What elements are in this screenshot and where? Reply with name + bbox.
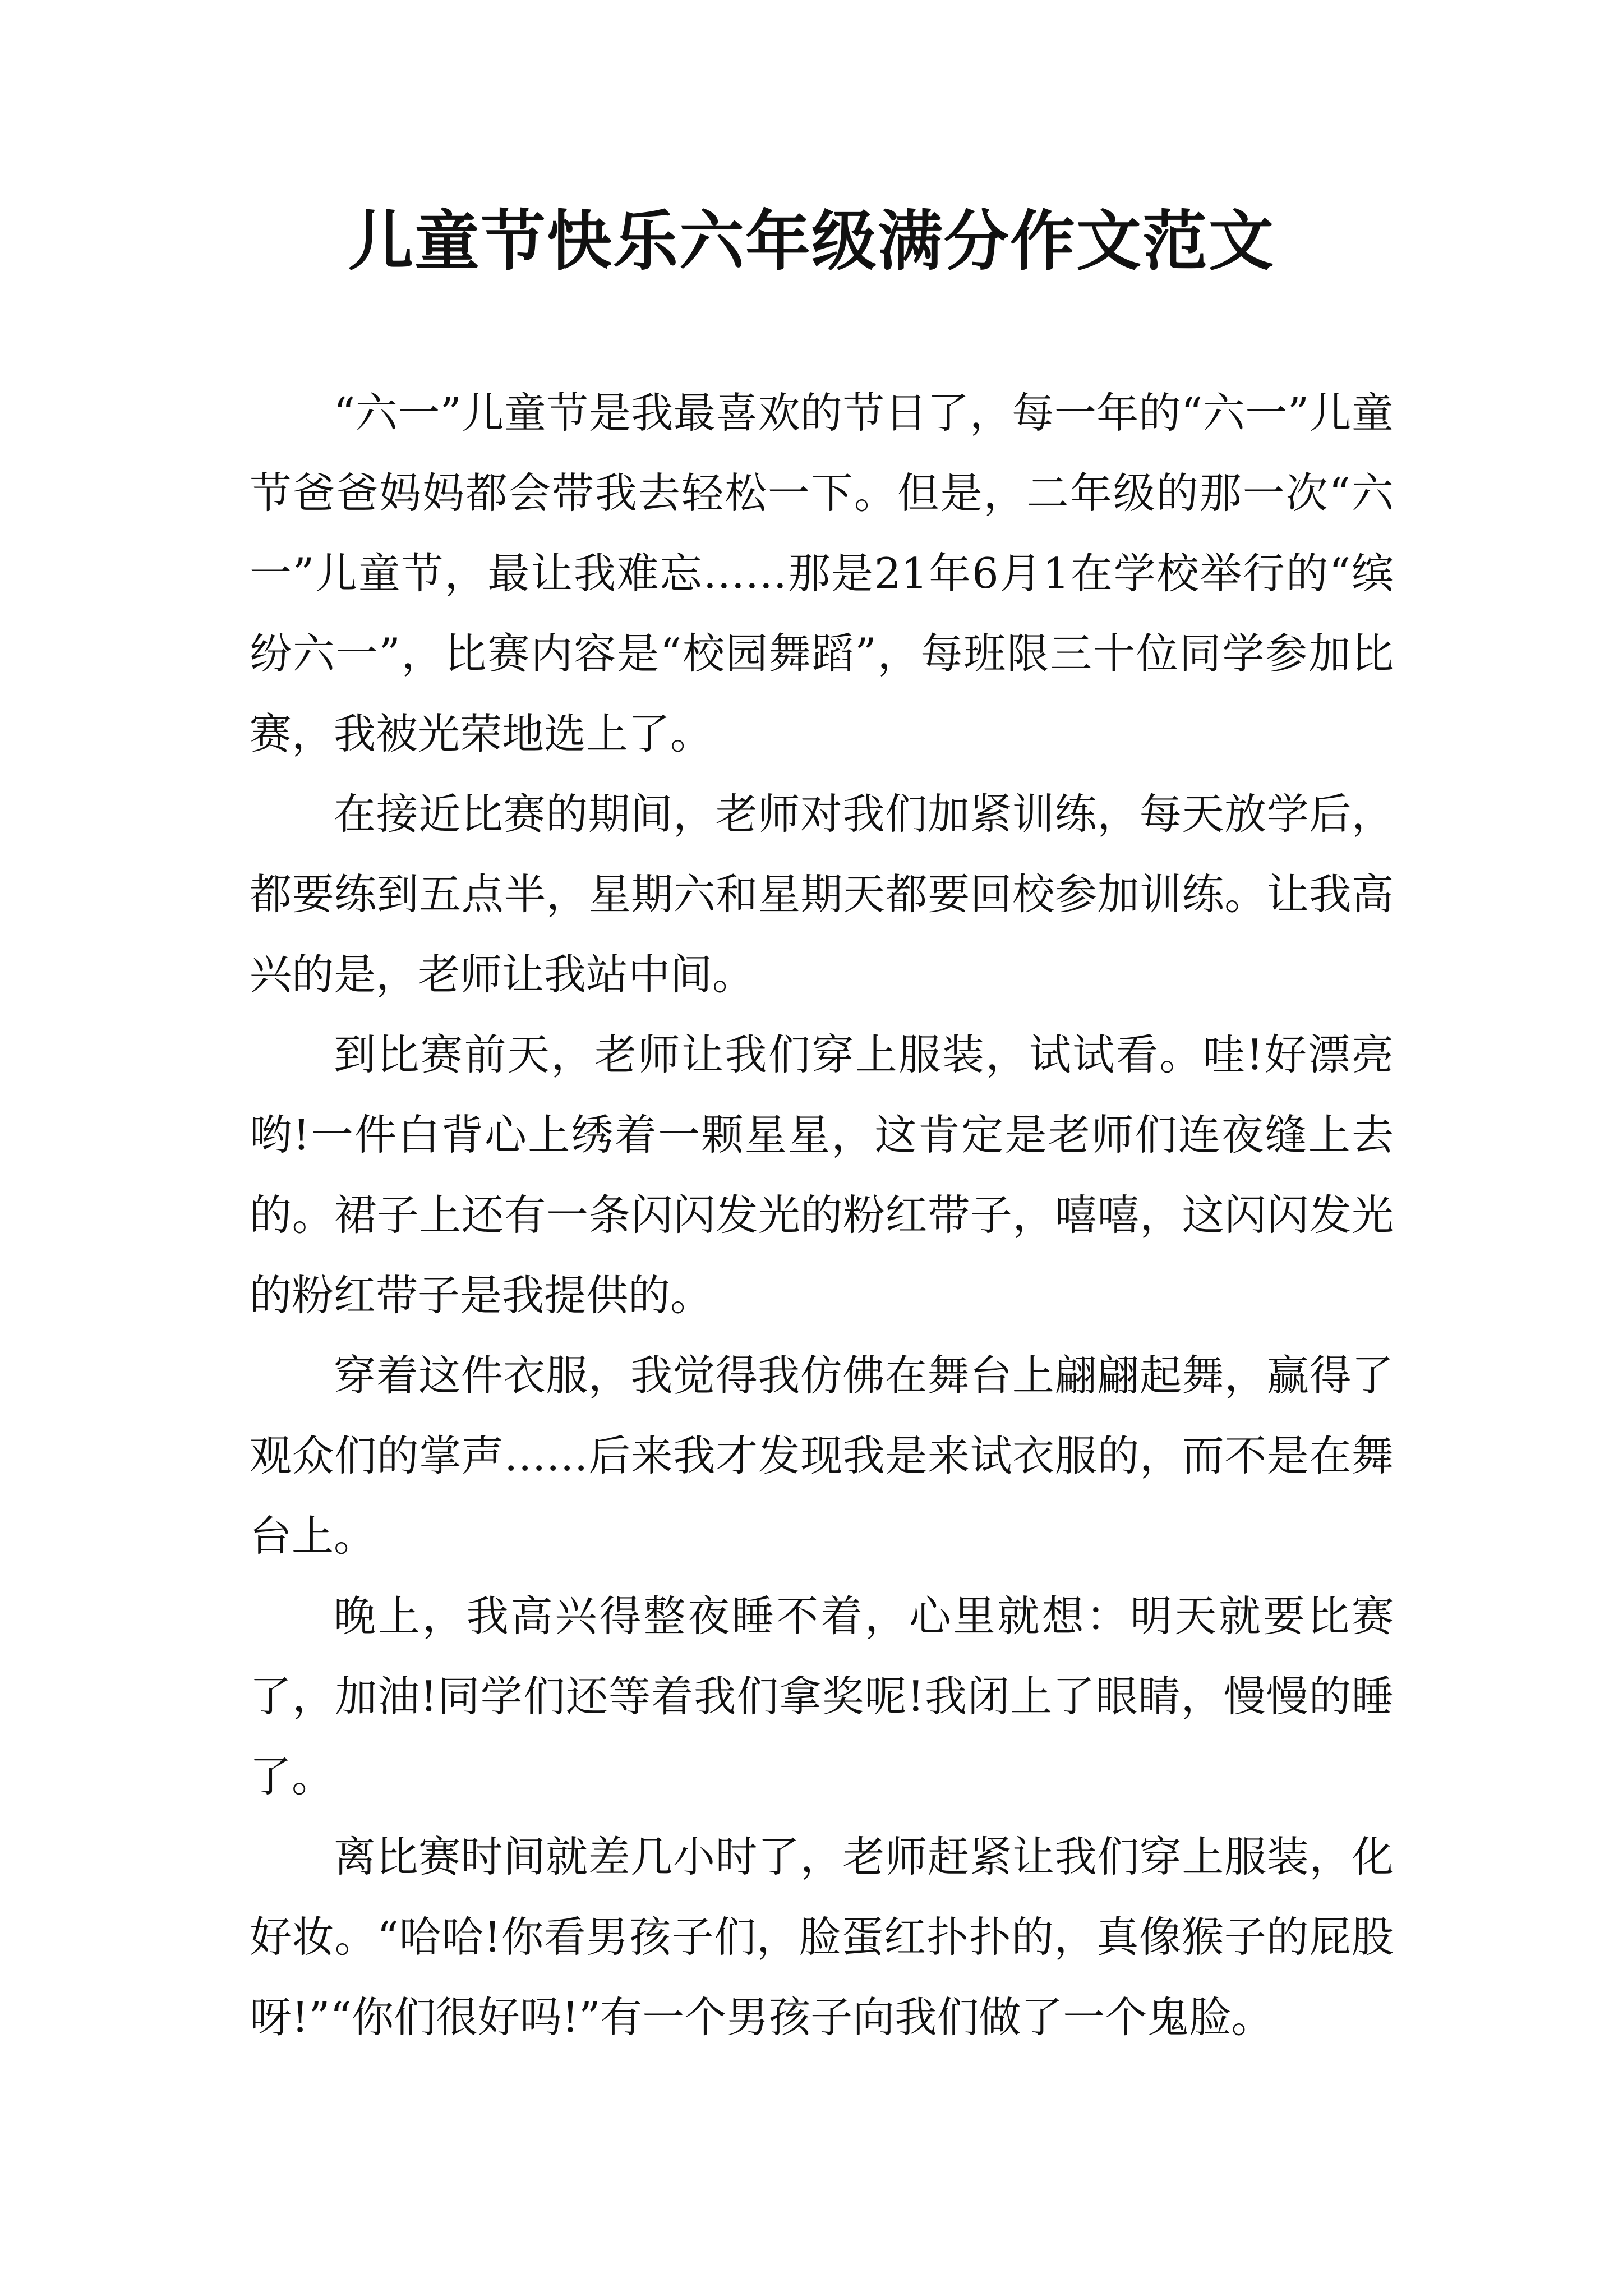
paragraph: 穿着这件衣服，我觉得我仿佛在舞台上翩翩起舞，赢得了观众们的掌声……后来我才发现我是来试衣服的，而不是在舞台上。 (250, 1351, 1394, 1561)
paragraph: 到比赛前天，老师让我们穿上服装，试试看。哇!好漂亮哟!一件白背心上绣着一颗星星，这肯定是老师们连夜缝上去的。裙子上还有一条闪闪发光的粉红带子，嘻嘻，这闪闪发光的粉红带子是我提供的。 (250, 1030, 1394, 1320)
document-title: 儿童节快乐六年级满分作文范文 (348, 203, 1275, 279)
paragraph: 在接近比赛的期间，老师对我们加紧训练，每天放学后，都要练到五点半，星期六和星期天都要回校参加训练。让我高兴的是，老师让我站中间。 (250, 789, 1394, 999)
paragraph: 离比赛时间就差几小时了，老师赶紧让我们穿上服装，化好妆。“哈哈!你看男孩子们，脸蛋红扑扑的，真像猴子的屁股呀!”“你们很好吗!”有一个男孩子向我们做了一个鬼脸。 (250, 1832, 1394, 2042)
document-body (250, 373, 1394, 2058)
paragraph: 晚上，我高兴得整夜睡不着，心里就想：明天就要比赛了，加油!同学们还等着我们拿奖呢!我闭上了眼睛，慢慢的睡了。 (250, 1591, 1394, 1801)
paragraph: “六一”儿童节是我最喜欢的节日了，每一年的“六一”儿童节爸爸妈妈都会带我去轻松一下。但是，二年级的那一次“六一”儿童节，最让我难忘……那是21年6月1在学校举行的“缤纷六一”，比赛内容是“校园舞蹈”，每班限三十位同学参加比赛，我被光荣地选上了。 (250, 388, 1394, 758)
